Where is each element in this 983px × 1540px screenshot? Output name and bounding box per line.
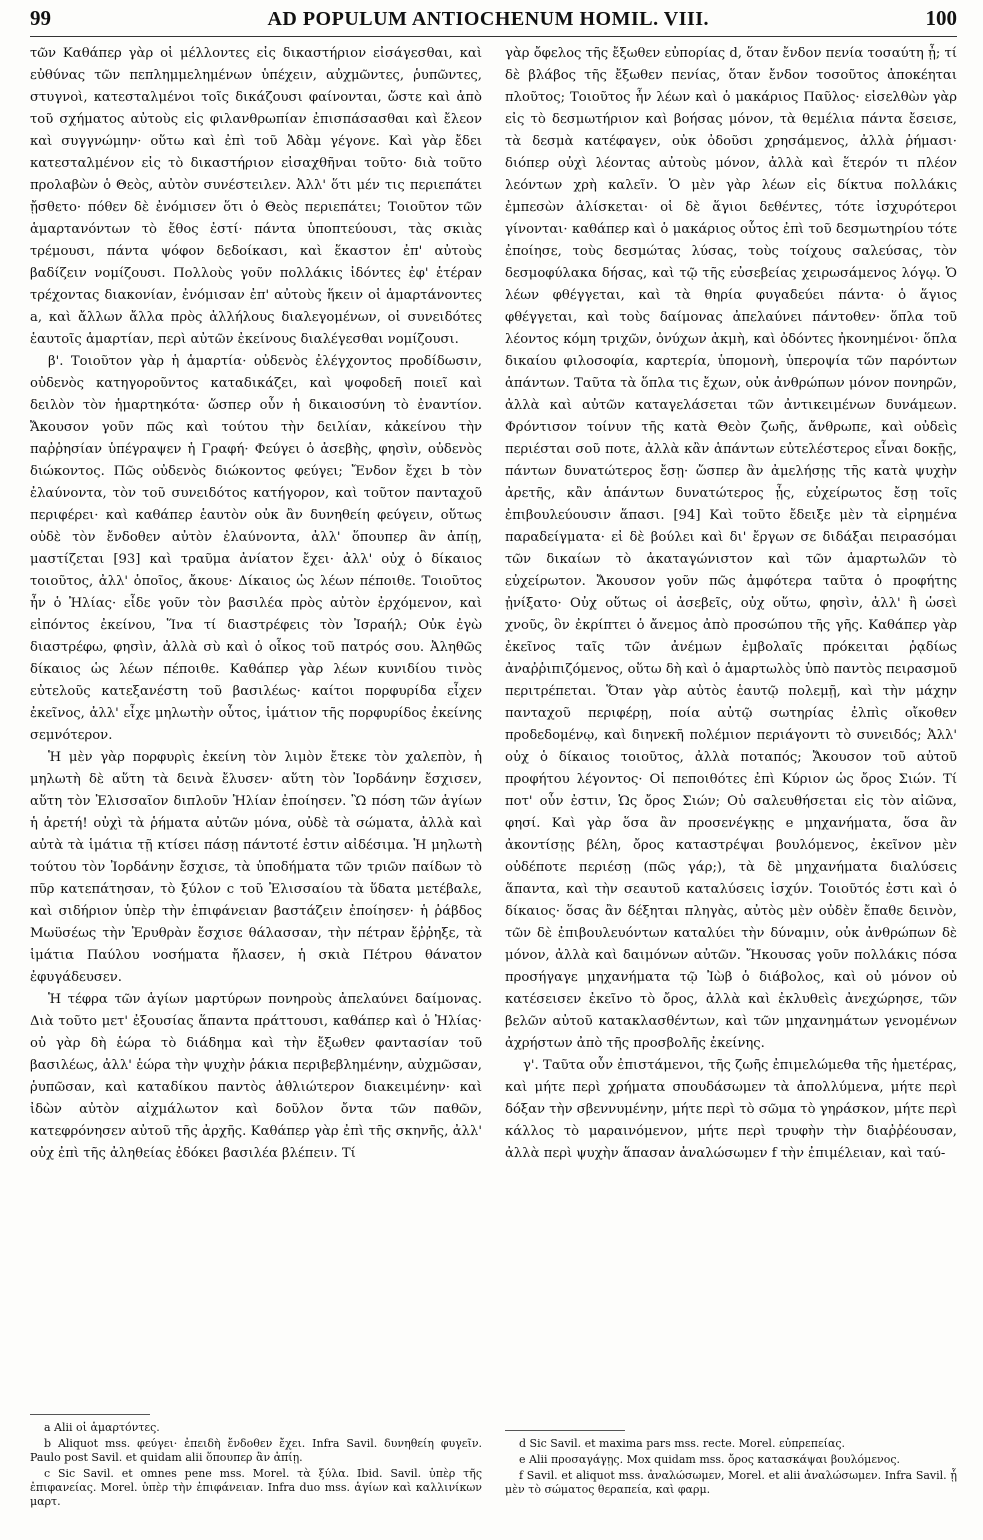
- page-number-right: 100: [925, 6, 957, 30]
- paragraph: γὰρ ὄφελος τῆς ἔξωθεν εὐπορίας d, ὅταν ἔνδον πενία τοσαύτη ᾖ; τί δὲ βλάβος τῆς ἔξωθεν πενίας, ὅταν ἔνδον τοσοῦτος ἀποκέηται πλοῦτος; Τοιοῦτος ἦν λέων καὶ ὁ μακάριος Παῦλος· εἰσελθὼν γὰρ εἰς τὸ δεσμωτήριον καὶ βοήσας μόνον, τὰ θεμέλια πάντα ἔσεισε, τὰ δεσμὰ κατέφαγεν, οὐκ ὀδοῦσι χρησάμενος, ἀλλὰ ῥήμασι· διόπερ οὐχὶ λέοντας αὐτοὺς μόνον, ἀλλὰ καὶ ἕτερόν τι πλέον λεόντων χρὴ καλεῖν. Ὁ μὲν γὰρ λέων εἰς δίκτυα πολλάκις ἐμπεσὼν ἁλίσκεται· οἱ δὲ ἅγιοι δεθέντες, τότε ἰσχυρότεροι γίνονται· καθάπερ καὶ ὁ μακάριος οὗτος ἐπὶ τοῦ δεσμωτηρίου τότε ἐποίησε, τοὺς δεσμώτας λύσας, τοὺς τοίχους σαλεύσας, τὸν δεσμοφύλακα δήσας, καὶ τῷ τῆς εὐσεβείας χειρωσάμενος λόγῳ. Ὁ λέων φθέγγεται, καὶ τὰ θηρία φυγαδεύει πάντα· ὁ ἅγιος φθέγγεται, καὶ τοὺς δαίμονας ἀπελαύνει πάντοθεν· ὅπλα τοῦ λέοντος κόμη τριχῶν, ὀνύχων ἀκμὴ, καὶ ὀδόντες ἠκονημένοι· ὅπλα δικαίου φιλοσοφία, καρτερία, ὑπομονὴ, ὑπεροψία τῶν παρόντων ἁπάντων. Ταῦτα τὰ ὅπλα τις ἔχων, οὐκ ἀνθρώπων μόνον πονηρῶν, ἀλλὰ καὶ αὐτῶν καταγελάσεται τῶν ἀντικειμένων δυνάμεων. Φρόντισον τοίνυν τῆς κατὰ Θεὸν ζωῆς, ἄνθρωπε, καὶ οὐδεὶς περιέσται σοῦ ποτε, ἀλλὰ κἂν ἁπάντων εὐτελέστερος εἶναι δοκῇς, πάντων δυνατώτερος ἔσῃ· ὥσπερ ἂν ἀμελήσῃς τῆς κατὰ ψυχὴν ἀρετῆς, κἂν ἁπάντων δυνατώτερος ᾖς, εὐχείρωτος ἔσῃ τοῖς ἐπιβουλεύουσιν ἅπασι. [94] Καὶ τοῦτο ἔδειξε μὲν τὰ εἰρημένα παραδείγματα· εἰ δὲ βούλει καὶ δι' ἔργων σε διδάξαι πειρασόμαι τῶν δικαίων τὸ ἀκαταγώνιστον καὶ τῶν ἁμαρτωλῶν τὸ εὐχείρωτον. Ἄκουσον γοῦν πῶς ἀμφότερα ταῦτα ὁ προφήτης ᾐνίξατο· Οὐχ οὕτως οἱ ἀσεβεῖς, οὐχ οὕτω, φησὶν, ἀλλ' ἢ ὡσεὶ χνοῦς, ὃν ἐκρίπτει ὁ ἄνεμος ἀπὸ προσώπου τῆς γῆς. Καθάπερ γὰρ ἐκεῖνος ταῖς τῶν ἀνέμων ἐμβολαῖς πρόκειται ῥᾳδίως ἀναῤῥιπιζόμενος, οὕτω δὴ καὶ ὁ ἁμαρτωλὸς ὑπὸ παντὸς πειρασμοῦ περιτρέπεται. Ὅταν γὰρ αὐτὸς ἑαυτῷ πολεμῇ, καὶ τὴν μάχην πανταχοῦ περιφέρῃ, ποία αὐτῷ σωτηρίας ἐλπὶς οἴκοθεν προδεδομένῳ, καὶ διηνεκῆ πολέμιον περιάγοντι τὸ συνειδός; Ἀλλ' οὐχ ὁ δίκαιος τοιοῦτος, ἀλλὰ ποταπός; Ἄκουσον τοῦ αὐτοῦ προφήτου λέγοντος· Οἱ πεποιθότες ἐπὶ Κύριον ὡς ὄρος Σιών. Τί ποτ' οὖν ἐστιν, Ὡς ὄρος Σιών; Οὐ σαλευθήσεται εἰς τὸν αἰῶνα, φησί. Καὶ γὰρ ὅσα ἂν προσενέγκῃς e μηχανήματα, ὅσα ἂν ἀκοντίσῃς βέλη, ὄρος καταστρέψαι βουλόμενος, ἐκεῖνον μὲν οὐδέποτε περιέσῃ (πῶς γάρ;), τὰ δὲ μηχανήματα διαλύσεις ἅπαντα, καὶ τὴν σεαυτοῦ καταλύσεις ἰσχύν. Τοιοῦτός ἐστι καὶ ὁ δίκαιος· ὅσας ἂν δέξηται πληγὰς, αὐτὸς μὲν οὐδὲν ἔπαθε δεινὸν, τῶν δὲ ἐπιβουλευόντων καταλύει τὴν δύναμιν, οὐκ ἀνθρώπων δὲ μόνον, ἀλλὰ καὶ δαιμόνων αὐτῶν. Ἤκουσας γοῦν πολλάκις πόσα προσήγαγε μηχανήματα τῷ Ἰὼβ ὁ διάβολος, καὶ οὐ μόνον οὐ κατέσεισεν ἐκεῖνο τὸ ὄρος, ἀλλὰ καὶ ἐκλυθεὶς ἀνεχώρησε, τῶν βελῶν αὐτοῦ κατακλασθέντων, καὶ τῶν μηχανημάτων γενομένων ἀχρήστων ἀπὸ τῆς προσβολῆς ἐκείνης.: [505, 46, 957, 1051]
- paragraph: τῶν Καθάπερ γὰρ οἱ μέλλοντες εἰς δικαστήριον εἰσάγεσθαι, καὶ εὐθύνας τῶν πεπλημμελημένων ὑπέχειν, αὐχμῶντες, ῥυπῶντες, στυγνοὶ, κατεσταλμένοι τοῖς δικάζουσι φαίνονται, ὥστε καὶ ἀπὸ τοῦ σχήματος αὐτοὺς εἰς φιλανθρωπίαν ἐπισπάσασθαι καὶ ἔλεον καὶ συγγνώμην· οὕτω καὶ ἐπὶ τοῦ Ἀδὰμ γέγονε. Καὶ γὰρ ἔδει κατεσταλμένον εἰς τὸ δικαστήριον εἰσαχθῆναι τοῦτο· διὰ τοῦτο προλαβὼν ὁ Θεὸς, αὐτὸν συνέστειλεν. Ἀλλ' ὅτι μέν τις περιεπάτει ᾔσθετο· πόθεν δὲ ἐνόμισεν ὅτι ὁ Θεὸς περιεπάτει; Τοιοῦτον τῶν ἁμαρτανόντων τὸ ἔθος ἐστί· πάντα ὑποπτεύουσι, τὰς σκιὰς τρέμουσι, πάντα ψόφον δεδοίκασι, καὶ ἕκαστον ἐπ' αὐτοὺς βαδίζειν νομίζουσι. Πολλοὺς γοῦν πολλάκις ἰδόντες ἐφ' ἑτέραν τρέχοντας διακονίαν, ἐνόμισαν ἐπ' αὐτοὺς ἥκειν οἱ ἁμαρτάνοντες a, καὶ ἄλλων ἄλλα πρὸς ἀλλήλους διαλεγομένων, οἱ συνειδότες ἑαυτοῖς ἁμαρτίαν, περὶ αὐτῶν ἐκείνους διαλέγεσθαι νομίζουσι.: [30, 46, 482, 347]
- page-number-left: 99: [30, 6, 51, 30]
- right-column: [505, 43, 957, 1273]
- running-title: AD POPULUM ANTIOCHENUM HOMIL. VIII.: [267, 8, 710, 30]
- paragraph: Ἡ τέφρα τῶν ἁγίων μαρτύρων πονηροὺς ἀπελαύνει δαίμονας. Διὰ τοῦτο μετ' ἐξουσίας ἅπαντα πράττουσι, καθάπερ καὶ ὁ Ἠλίας· οὐ γὰρ δὴ ἑώρα τὸ διάδημα καὶ τὴν ἔξωθεν φαντασίαν τοῦ βασιλέως, ἀλλ' ἑώρα τὴν ψυχὴν ῥάκια περιβεβλημένην, αὐχμῶσαν, ῥυπῶσαν, καὶ καταδίκου παντὸς ἀθλιώτερον διακειμένην· καὶ ἰδὼν αὐτὸν αἰχμάλωτον καὶ δοῦλον ὄντα τῶν παθῶν, κατεφρόνησεν αὐτοῦ τῆς ἀρχῆς. Καθάπερ γὰρ ἐπὶ τῆς σκηνῆς, ἀλλ' οὐχ ἐπὶ τῆς ἀληθείας ἐδόκει βασιλέα βλέπειν. Τί: [30, 992, 482, 1161]
- footnote: c Sic Savil. et omnes pene mss. Morel. τὰ ξύλα. Ibid. Savil. ὑπὲρ τῆς ἐπιφανείας. Morel. ὑπὲρ τὴν ἐπιφάνειαν. Infra duo mss. ἁγίων καὶ καλλινίκων μαρτ.: [30, 1467, 482, 1508]
- left-column-text: [30, 43, 482, 1273]
- right-column-text: [505, 43, 957, 1273]
- footnote: a Alii οἱ ἁμαρτόντες.: [44, 1421, 160, 1434]
- left-column: [30, 43, 482, 1273]
- running-header: [30, 6, 957, 37]
- footnote: b Aliquot mss. φεύγει· ἐπειδὴ ἔνδοθεν ἔχει. Infra Savil. δυνηθείη φυγεῖν. Paulo post Savil. et quidam alii ὅπουπερ ἂν ἀπίῃ.: [30, 1437, 482, 1464]
- paragraph: γ'. Ταῦτα οὖν ἐπιστάμενοι, τῆς ζωῆς ἐπιμελώμεθα τῆς ἡμετέρας, καὶ μήτε περὶ χρήματα σπουδάσωμεν τὰ ἀπολλύμενα, μήτε περὶ δόξαν τὴν σβεννυμένην, μήτε περὶ τὸ σῶμα τὸ γηράσκον, μήτε περὶ κάλλος τὸ μαραινόμενον, μήτε περὶ τρυφὴν τὴν διαῤῥέουσαν, ἀλλὰ περὶ ψυχὴν ἅπασαν ἀναλώσωμεν f τὴν ἐπιμέλειαν, καὶ ταύ-: [505, 1058, 957, 1161]
- footnote-rule: [505, 1430, 625, 1431]
- paragraph: Ἡ μὲν γὰρ πορφυρὶς ἐκείνη τὸν λιμὸν ἔτεκε τὸν χαλεπὸν, ἡ μηλωτὴ δὲ αὕτη τὰ δεινὰ ἔλυσεν· αὕτη τὸν Ἰορδάνην ἔσχισεν, αὕτη τὸν Ἐλισσαῖον διπλοῦν Ἠλίαν ἐποίησεν. Ὢ πόση τῶν ἁγίων ἡ ἀρετή! οὐχὶ τὰ ῥήματα αὐτῶν μόνα, οὐδὲ τὰ σώματα, ἀλλὰ καὶ αὐτὰ τὰ ἱμάτια τῇ κτίσει πάσῃ πάντοτέ ἐστιν αἰδέσιμα. Ἡ μηλωτὴ τούτου τὸν Ἰορδάνην ἔσχισε, τὰ ὑποδήματα τῶν τριῶν παίδων τὸ πῦρ κατεπάτησαν, τὸ ξύλον c τοῦ Ἐλισσαίου τὰ ὕδατα μετέβαλε, καὶ σιδήριον ὑπὲρ τὴν ἐπιφάνειαν βαστάζειν ἐποίησεν· ἡ ῥάβδος Μωϋσέως τὴν Ἐρυθρὰν ἔσχισε θάλασσαν, τὴν πέτραν ἔῤῥηξε, τὰ ἱμάτια Παύλου νοσήματα ἤλασεν, ἡ σκιὰ Πέτρου θάνατον ἐφυγάδευσεν.: [30, 750, 482, 985]
- right-footnotes: [505, 1430, 957, 1499]
- paragraph: β'. Τοιοῦτον γὰρ ἡ ἁμαρτία· οὐδενὸς ἐλέγχοντος προδίδωσιν, οὐδενὸς κατηγοροῦντος καταδικάζει, καὶ ψοφοδεῆ ποιεῖ καὶ δειλὸν τὸν ἡμαρτηκότα· ὥσπερ οὖν ἡ δικαιοσύνη τὸ ἐναντίον. Ἄκουσον γοῦν πῶς καὶ τούτου τὴν δειλίαν, κἀκείνου τὴν παῤῥησίαν ὑπέγραψεν ἡ Γραφή· Φεύγει ὁ ἀσεβὴς, φησὶν, οὐδενὸς διώκοντος. Πῶς οὐδενὸς διώκοντος φεύγει; Ἔνδον ἔχει b τὸν ἐλαύνοντα, τὸν τοῦ συνειδότος κατήγορον, καὶ τοῦτον πανταχοῦ περιφέρει· καὶ καθάπερ ἑαυτὸν οὐκ ἂν δυνηθείη φεύγειν, οὕτως οὐδὲ τὸν ἔνδοθεν αὐτὸν ἐλαύνοντα, ἀλλ' ὅπουπερ ἂν ἀπίῃ, μαστίζεται [93] καὶ τραῦμα ἀνίατον ἔχει· ἀλλ' οὐχ ὁ δίκαιος τοιοῦτος, ἀλλ' ὁποῖος, ἄκουε· Δίκαιος ὡς λέων πέποιθε. Τοιοῦτος ἦν ὁ Ἠλίας· εἶδε γοῦν τὸν βασιλέα πρὸς αὐτὸν ἐρχόμενον, καὶ εἰπόντος ἐκείνου, Ἵνα τί διαστρέφεις τὸν Ἰσραήλ; Οὐκ ἐγὼ διαστρέφω, φησὶν, ἀλλὰ σὺ καὶ ὁ οἶκος τοῦ πατρός σου. Ἀληθῶς δίκαιος ὡς λέων πέποιθε. Καθάπερ γὰρ λέων κυνιδίου τινὸς εὐτελοῦς κατεξανέστη τοῦ βασιλέως· καίτοι πορφυρίδα εἶχεν ἐκεῖνος, ἀλλ' εἶχε μηλωτὴν οὗτος, ἱμάτιον τῆς πορφυρίδος ἐκείνης σεμνότερον.: [30, 354, 482, 743]
- footnote-rule: [30, 1414, 150, 1415]
- footnote: e Alii προσαγάγῃς. Mox quidam mss. ὄρος κατασκάψαι βουλόμενος.: [519, 1453, 900, 1466]
- footnote: f Savil. et aliquot mss. ἀναλώσωμεν, Morel. et alii ἀναλώσωμεν. Infra Savil. ᾗ μὲν τὸ σώματος θεραπεία, καὶ φαρμ.: [505, 1469, 957, 1496]
- left-footnotes: [30, 1414, 482, 1511]
- footnote: d Sic Savil. et maxima pars mss. recte. Morel. εὐπρεπείας.: [519, 1437, 846, 1450]
- two-column-body: [30, 43, 957, 1273]
